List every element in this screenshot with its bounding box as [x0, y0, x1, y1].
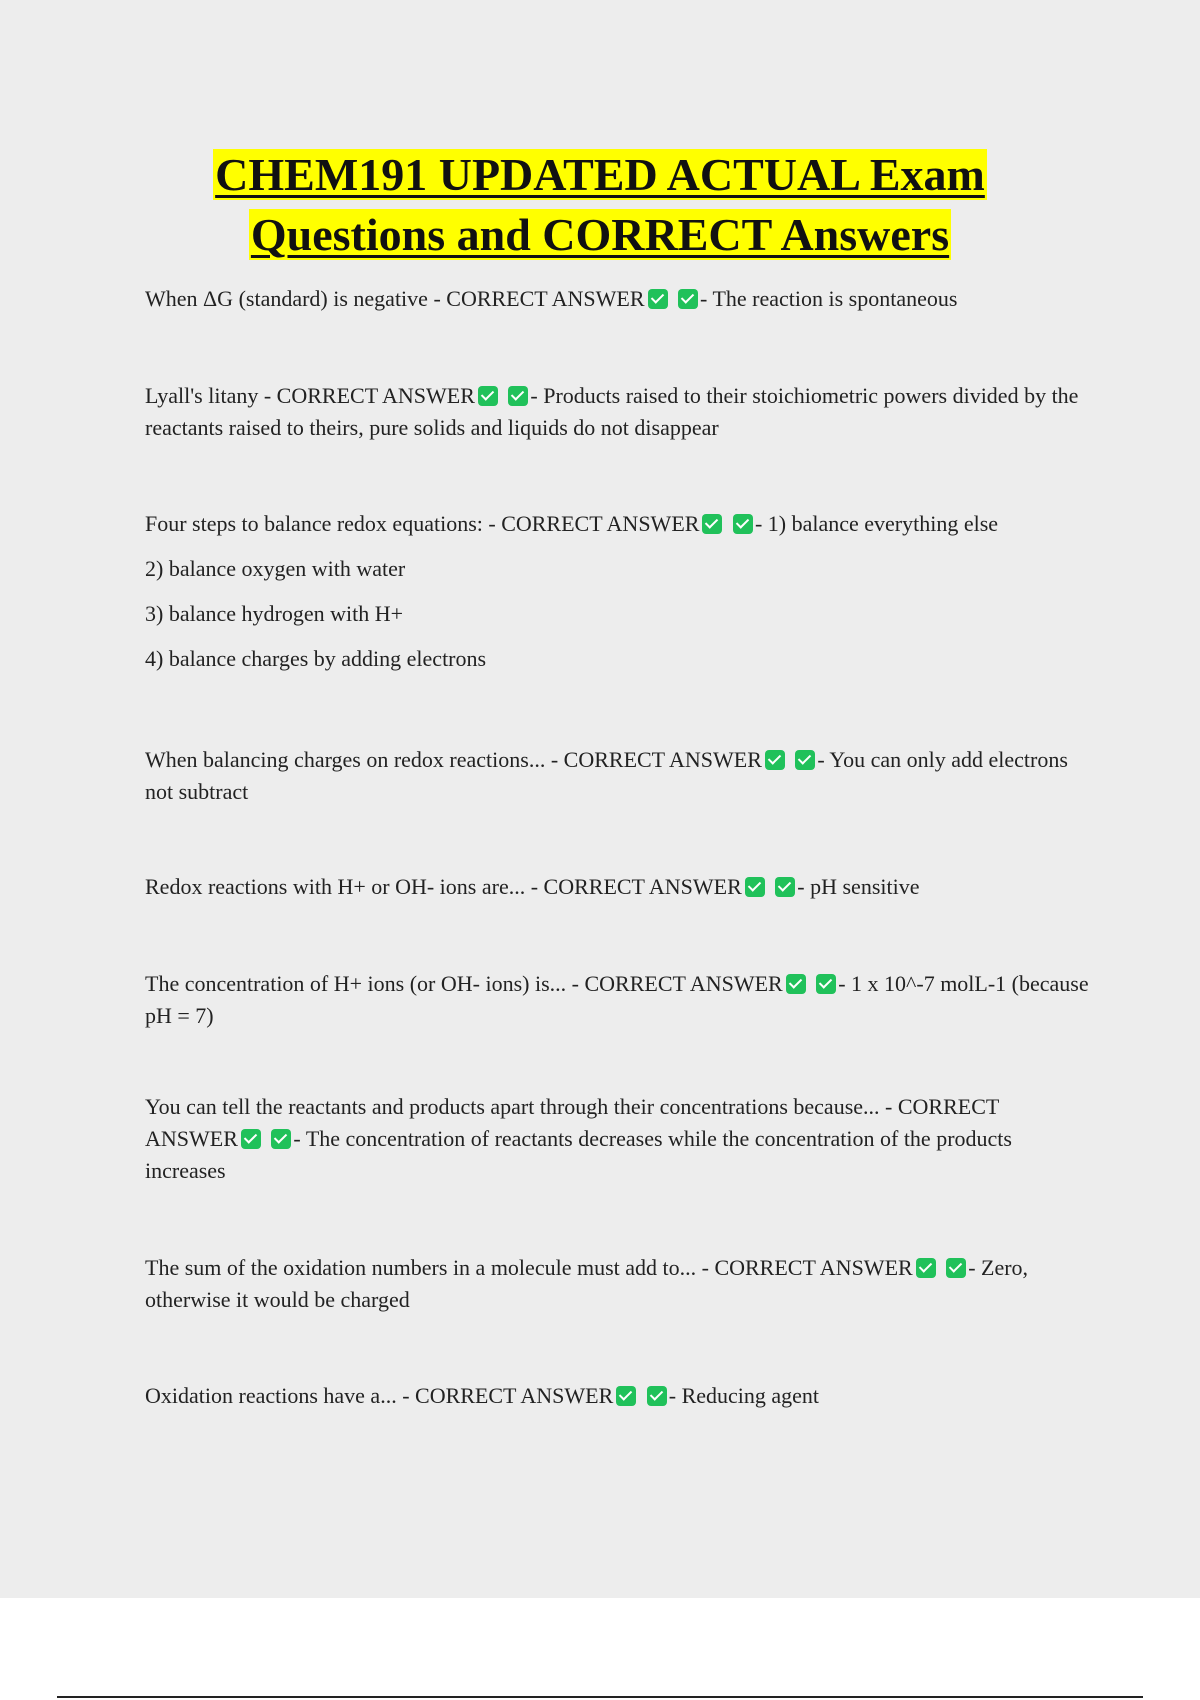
- answer-step-3: 3) balance hydrogen with H+: [145, 601, 403, 626]
- check-icon: [916, 1258, 936, 1278]
- check-icon: [775, 877, 795, 897]
- answer-text: - Zero, otherwise it would be charged: [145, 1255, 1029, 1312]
- question-text: Lyall's litany - CORRECT ANSWER: [145, 383, 475, 408]
- answer-text: - The concentration of reactants decreases while the concentration of the products increases: [145, 1126, 1012, 1183]
- title-line-1: CHEM191 UPDATED ACTUAL Exam: [215, 149, 985, 200]
- answer-step-2: 2) balance oxygen with water: [145, 556, 406, 581]
- qa-item-9: [145, 1380, 1090, 1412]
- answer-text: - You can only add electrons not subtract: [145, 747, 1068, 804]
- question-text: Oxidation reactions have a... - CORRECT ANSWER: [145, 1383, 614, 1408]
- question-text: The concentration of H+ ions (or OH- ions) is... - CORRECT ANSWER: [145, 971, 783, 996]
- answer-text: - The reaction is spontaneous: [700, 286, 958, 311]
- question-text: You can tell the reactants and products apart through their concentrations because... - CORRECT ANSWER: [145, 1094, 999, 1151]
- check-icon: [745, 877, 765, 897]
- check-icon: [271, 1129, 291, 1149]
- answer-text: - 1) balance everything else: [754, 511, 999, 536]
- question-text: When balancing charges on redox reactions... - CORRECT ANSWER: [145, 747, 762, 772]
- document-title: [0, 145, 1200, 265]
- footer-divider: [57, 1696, 1143, 1698]
- question-text: Redox reactions with H+ or OH- ions are... - CORRECT ANSWER: [145, 874, 742, 899]
- qa-item-4: [145, 744, 1090, 808]
- answer-text: - pH sensitive: [797, 874, 920, 899]
- answer-step-4: 4) balance charges by adding electrons: [145, 646, 487, 671]
- answer-text: - Products raised to their stoichiometric powers divided by the reactants raised to theirs, pure solids and liquids do not disappear: [145, 383, 1079, 440]
- check-icon: [647, 1386, 667, 1406]
- qa-item-3: [145, 508, 1090, 675]
- qa-item-2: [145, 380, 1090, 444]
- check-icon: [795, 750, 815, 770]
- check-icon: [648, 289, 668, 309]
- check-icon: [508, 386, 528, 406]
- check-icon: [241, 1129, 261, 1149]
- check-icon: [616, 1386, 636, 1406]
- check-icon: [678, 289, 698, 309]
- question-text: Four steps to balance redox equations: - CORRECT ANSWER: [145, 511, 700, 536]
- check-icon: [478, 386, 498, 406]
- check-icon: [733, 514, 753, 534]
- question-text: When ΔG (standard) is negative - CORRECT ANSWER: [145, 286, 645, 311]
- check-icon: [786, 974, 806, 994]
- qa-item-7: [145, 1091, 1090, 1187]
- check-icon: [816, 974, 836, 994]
- answer-text: - Reducing agent: [668, 1383, 820, 1408]
- qa-item-8: [145, 1252, 1090, 1316]
- qa-item-6: [145, 968, 1090, 1032]
- qa-item-1: [145, 283, 1090, 315]
- title-line-2: Questions and CORRECT Answers: [250, 209, 950, 260]
- check-icon: [702, 514, 722, 534]
- answer-text: - 1 x 10^-7 molL-1 (because pH = 7): [145, 971, 1089, 1028]
- check-icon: [946, 1258, 966, 1278]
- qa-item-5: [145, 871, 1090, 903]
- question-text: The sum of the oxidation numbers in a molecule must add to... - CORRECT ANSWER: [145, 1255, 913, 1280]
- check-icon: [765, 750, 785, 770]
